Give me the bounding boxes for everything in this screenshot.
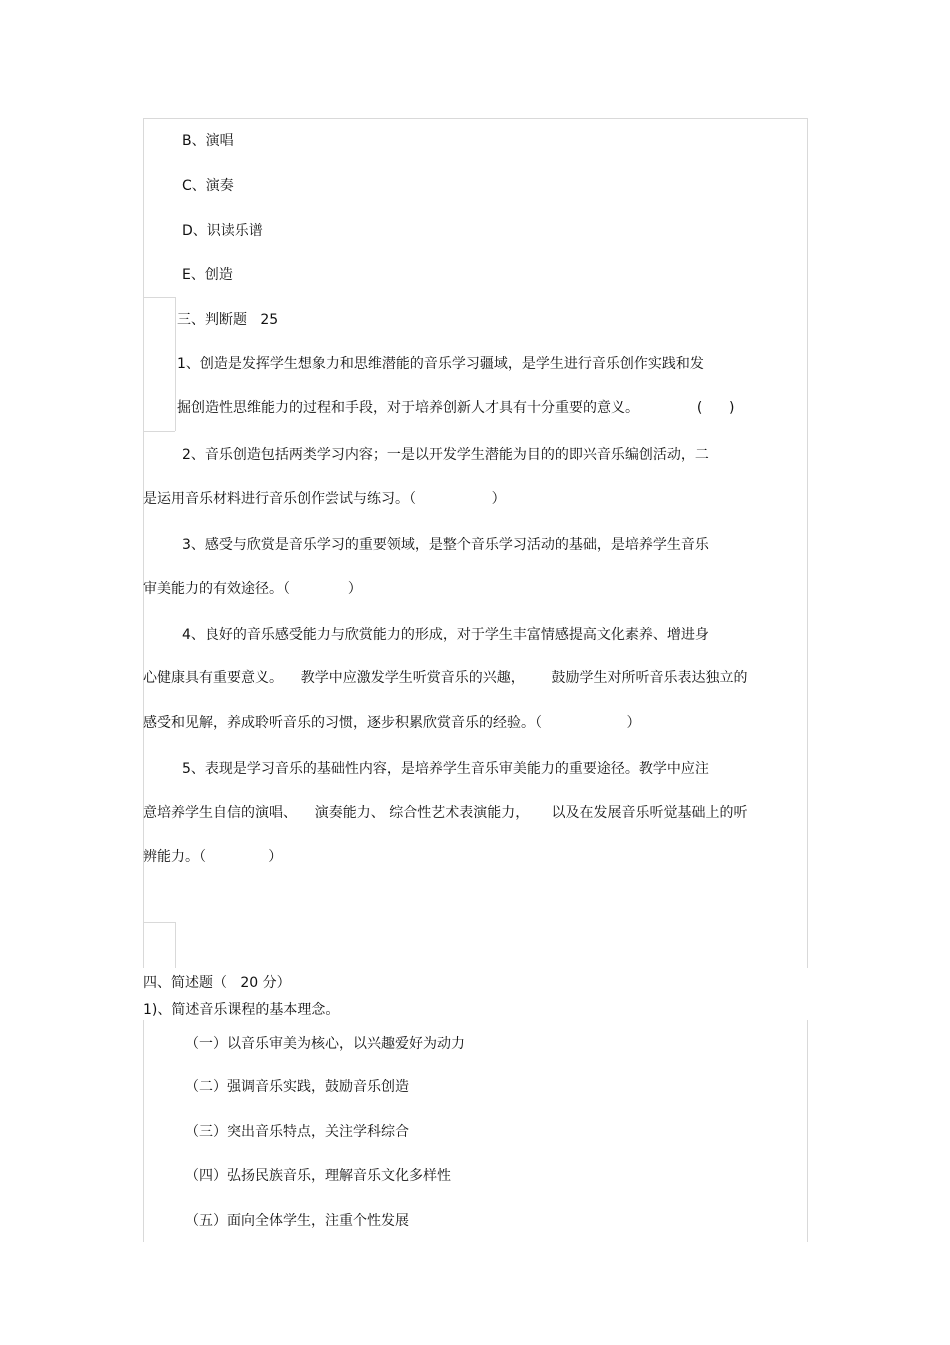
option-d: D、识读乐谱 — [182, 223, 263, 239]
frame-right-border — [807, 118, 808, 968]
inner-box-bottom — [143, 431, 175, 432]
answer-item-1: （一）以音乐审美为核心，以兴趣爱好为动力 — [185, 1036, 465, 1052]
question-4-line-3: 感受和见解，养成聆听音乐的习惯，逐步积累欣赏音乐的经验。（ ） — [143, 715, 641, 731]
answer-frame-left — [143, 1020, 144, 1242]
lower-box-right — [175, 922, 176, 968]
option-e: E、创造 — [182, 267, 233, 283]
section-4-question: 1)、简述音乐课程的基本理念。 — [143, 1002, 340, 1018]
answer-item-3: （三）突出音乐特点，关注学科综合 — [185, 1124, 409, 1140]
answer-item-4: （四）弘扬民族音乐，理解音乐文化多样性 — [185, 1168, 451, 1184]
section-3-heading: 三、判断题 25 — [177, 312, 279, 328]
question-5-line-2: 意培养学生自信的演唱、 演奏能力、 综合性艺术表演能力， 以及在发展音乐听觉基础上的听 — [143, 805, 748, 821]
option-b: B、演唱 — [182, 133, 234, 149]
question-4-line-1: 4、良好的音乐感受能力与欣赏能力的形成，对于学生丰富情感提高文化素养、增进身 — [182, 627, 709, 643]
question-1-line-1: 1、创造是发挥学生想象力和思维潜能的音乐学习疆域，是学生进行音乐创作实践和发 — [177, 356, 704, 372]
question-3-line-1: 3、感受与欣赏是音乐学习的重要领域，是整个音乐学习活动的基础，是培养学生音乐 — [182, 537, 709, 553]
answer-item-5: （五）面向全体学生，注重个性发展 — [185, 1213, 409, 1229]
question-5-line-1: 5、表现是学习音乐的基础性内容，是培养学生音乐审美能力的重要途径。教学中应注 — [182, 761, 709, 777]
question-2-line-1: 2、音乐创造包括两类学习内容；一是以开发学生潜能为目的的即兴音乐编创活动，二 — [182, 447, 709, 463]
section-4-heading: 四、简述题（ 20 分） — [143, 975, 291, 991]
answer-item-2: （二）强调音乐实践，鼓励音乐创造 — [185, 1079, 409, 1095]
question-5-line-3: 辨能力。（ ） — [143, 849, 283, 865]
question-4-line-2: 心健康具有重要意义。 教学中应激发学生听赏音乐的兴趣， 鼓励学生对所听音乐表达独立的 — [143, 670, 748, 686]
answer-frame-right — [807, 1020, 808, 1242]
option-c: C、演奏 — [182, 178, 234, 194]
frame-left-border — [143, 118, 144, 968]
inner-box-top — [143, 297, 175, 298]
question-1-line-2: 掘创造性思维能力的过程和手段，对于培养创新人才具有十分重要的意义。 ( ) — [177, 400, 735, 416]
inner-box-right — [175, 297, 176, 431]
frame-top-border — [143, 118, 808, 119]
lower-box-top — [143, 922, 175, 923]
question-3-line-2: 审美能力的有效途径。（ ） — [143, 581, 362, 597]
question-2-line-2: 是运用音乐材料进行音乐创作尝试与练习。（ ） — [143, 491, 506, 507]
